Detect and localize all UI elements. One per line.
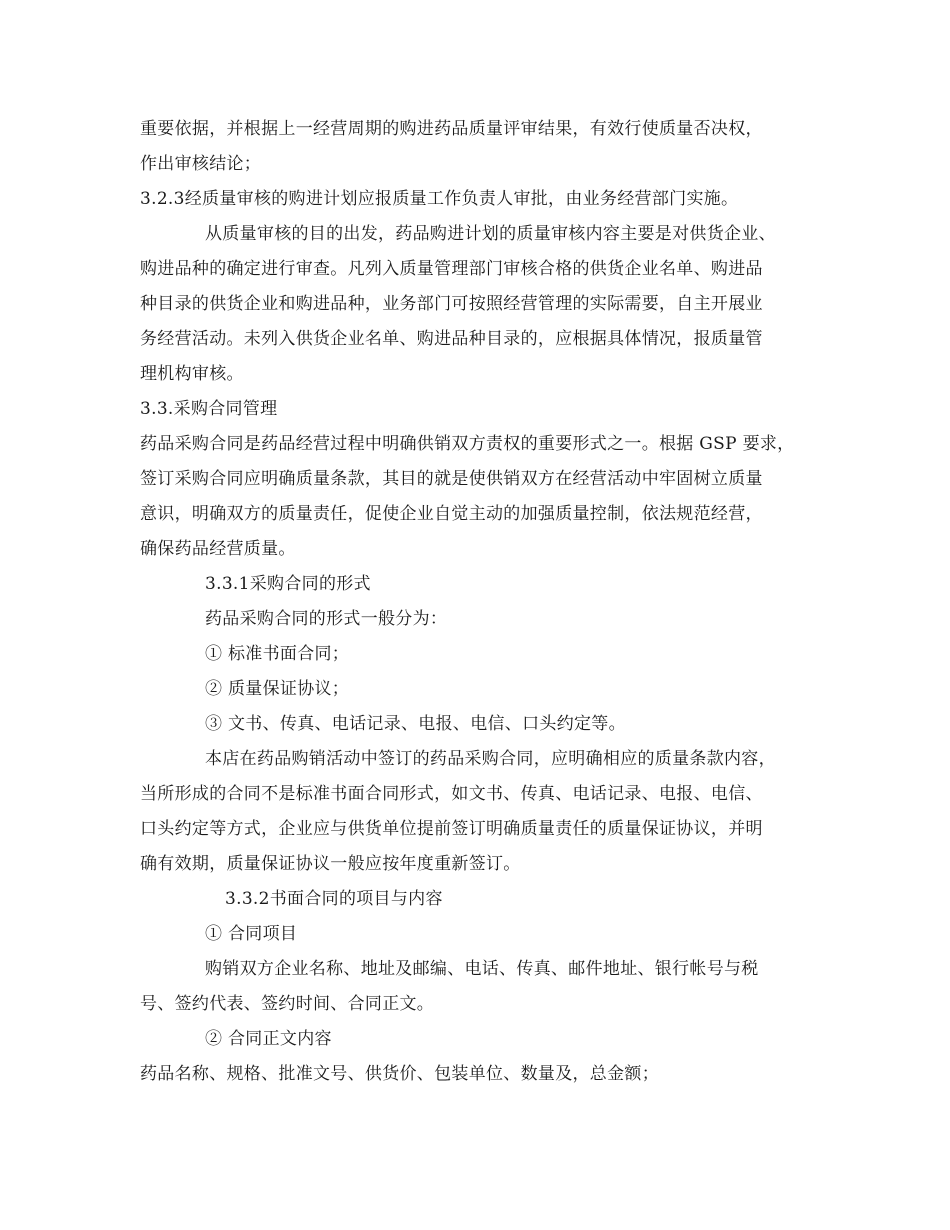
- section-heading: 3.2.3经质量审核的购进计划应报质量工作负责人审批，由业务经营部门实施。: [140, 189, 739, 209]
- body-text-line: 药品采购合同的形式一般分为：: [205, 609, 448, 629]
- body-text-line: 药品采购合同是药品经营过程中明确供销双方责权的重要形式之一。根据 GSP 要求，: [140, 434, 795, 454]
- body-text-line: 购销双方企业名称、地址及邮编、电话、传真、邮件地址、银行帐号与税: [205, 959, 759, 979]
- body-text-line: 种目录的供货企业和购进品种，业务部门可按照经营管理的实际需要，自主开展业: [140, 294, 763, 314]
- body-text-line: 从质量审核的目的出发，药品购进计划的质量审核内容主要是对供货企业、: [205, 224, 776, 244]
- list-item: ② 合同正文内容: [205, 1029, 332, 1049]
- body-text-line: 意识，明确双方的质量责任，促使企业自觉主动的加强质量控制，依法规范经营，: [140, 504, 763, 524]
- subsection-heading: 3.3.2书面合同的项目与内容: [225, 889, 443, 909]
- body-text-line: 确保药品经营质量。: [140, 539, 296, 559]
- body-text-line: 本店在药品购销活动中签订的药品采购合同，应明确相应的质量条款内容，: [205, 749, 776, 769]
- subsection-heading: 3.3.1采购合同的形式: [205, 574, 371, 594]
- list-item: ③ 文书、传真、电话记录、电报、电信、口头约定等。: [205, 714, 626, 734]
- body-text-line: 购进品种的确定进行审查。凡列入质量管理部门审核合格的供货企业名单、购进品: [140, 259, 763, 279]
- body-text-line: 重要依据，并根据上一经营周期的购进药品质量评审结果，有效行使质量否决权，: [140, 119, 763, 139]
- body-text-line: 作出审核结论；: [140, 154, 262, 174]
- list-item: ② 质量保证协议；: [205, 679, 350, 699]
- body-text-line: 务经营活动。未列入供货企业名单、购进品种目录的，应根据具体情况，报质量管: [140, 329, 763, 349]
- list-item: ① 合同项目: [205, 924, 298, 944]
- body-text-line: 签订采购合同应明确质量条款，其目的就是使供销双方在经营活动中牢固树立质量: [140, 469, 763, 489]
- body-text-line: 确有效期，质量保证协议一般应按年度重新签订。: [140, 854, 521, 874]
- body-text-line: 号、签约代表、签约时间、合同正文。: [140, 994, 435, 1014]
- body-text-line: 理机构审核。: [140, 364, 244, 384]
- body-text-line: 当所形成的合同不是标准书面合同形式，如文书、传真、电话记录、电报、电信、: [140, 784, 763, 804]
- body-text-line: 口头约定等方式，企业应与供货单位提前签订明确质量责任的质量保证协议，并明: [140, 819, 763, 839]
- section-heading: 3.3.采购合同管理: [140, 399, 278, 419]
- body-text-line: 药品名称、规格、批准文号、供货价、包装单位、数量及，总金额；: [140, 1064, 659, 1084]
- list-item: ① 标准书面合同；: [205, 644, 350, 664]
